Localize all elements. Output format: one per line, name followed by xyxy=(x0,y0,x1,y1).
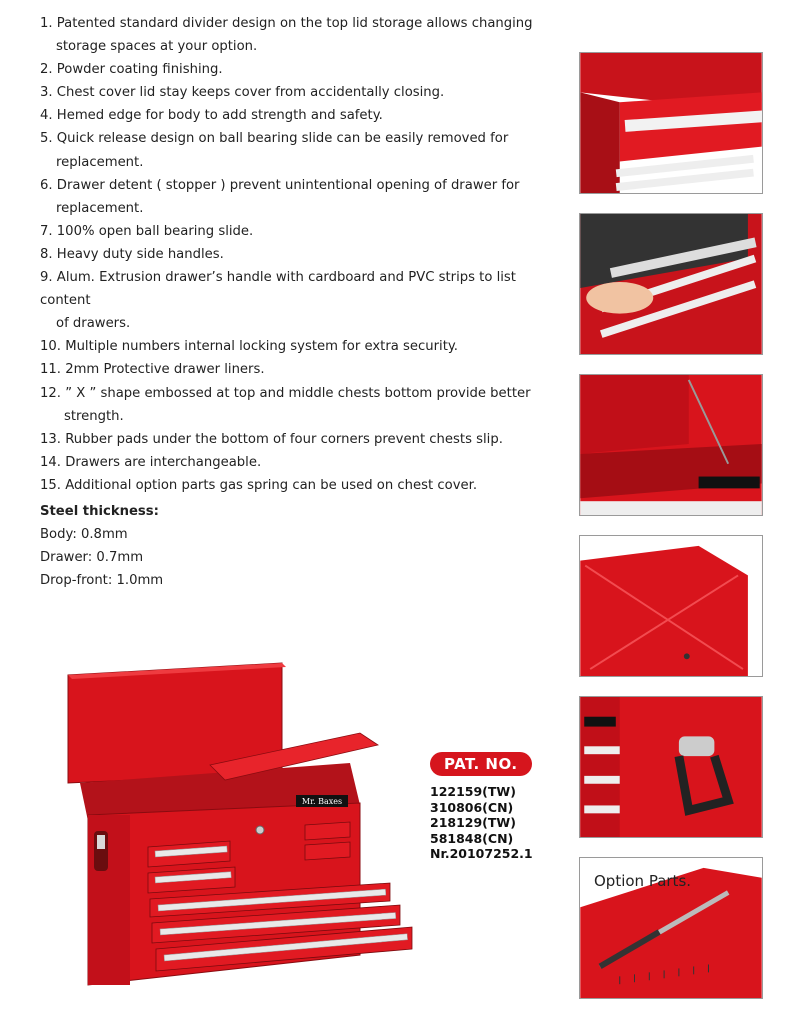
patent-number: 581848(CN) xyxy=(430,830,514,846)
feature-number: 13. xyxy=(40,431,61,447)
feature-number: 11. xyxy=(40,362,61,378)
feature-text: Additional option parts gas spring can be used on chest cover. xyxy=(65,477,478,493)
feature-item xyxy=(40,382,560,428)
thumb-lid-divider xyxy=(579,52,763,194)
feature-number: 6. xyxy=(40,177,53,193)
feature-text: Rubber pads under the bottom of four corners prevent chests slip. xyxy=(65,431,503,447)
feature-text: Heavy duty side handles. xyxy=(56,246,224,262)
feature-text: Powder coating finishing. xyxy=(56,62,223,78)
feature-text: 100% open ball bearing slide. xyxy=(56,223,254,239)
feature-item xyxy=(40,428,560,451)
feature-text: Drawers are interchangeable. xyxy=(65,454,262,470)
thumb-ball-bearing-slide xyxy=(579,213,763,355)
thumb-lid-stay xyxy=(579,374,763,516)
patent-number: 122159(TW) xyxy=(430,784,516,799)
feature-number: 1. xyxy=(40,16,53,31)
feature-text: Multiple numbers internal locking system for extra security. xyxy=(65,339,458,355)
feature-text: Chest cover lid stay keeps cover from accidentally closing. xyxy=(56,85,445,101)
steel-body: Body: 0.8mm xyxy=(40,527,128,543)
feature-item xyxy=(40,104,560,127)
feature-text: Quick release design on ball bearing slide can be easily removed for xyxy=(56,131,509,147)
feature-item xyxy=(40,474,560,497)
feature-number: 14. xyxy=(40,454,61,470)
thumb-side-handle xyxy=(579,696,763,838)
patent-number: Nr.20107252.1 xyxy=(430,846,533,861)
feature-item xyxy=(40,358,560,381)
tool-chest-image xyxy=(60,655,425,1015)
feature-number: 4. xyxy=(40,108,53,124)
patent-badge: PAT. NO. xyxy=(430,752,532,776)
steel-drawer: Drawer: 0.7mm xyxy=(40,550,144,566)
feature-text: Drawer detent ( stopper ) prevent unintentional opening of drawer for xyxy=(56,177,520,193)
feature-number: 12. xyxy=(40,385,61,401)
feature-text: storage spaces at your option. xyxy=(56,39,258,55)
thumb-option-parts xyxy=(579,857,763,999)
feature-item xyxy=(40,335,560,358)
feature-text: of drawers. xyxy=(56,316,131,332)
feature-number: 9. xyxy=(40,270,53,286)
feature-item xyxy=(40,81,560,104)
feature-text: ” X ” shape embossed at top and middle chests bottom provide better xyxy=(65,385,531,401)
brand-plate-text: Mr. Baxes xyxy=(301,797,343,806)
patent-number: 310806(CN) xyxy=(430,799,514,815)
feature-item xyxy=(40,12,560,58)
feature-item xyxy=(40,174,560,220)
feature-item xyxy=(40,220,560,243)
feature-number: 8. xyxy=(40,246,53,262)
feature-text: strength. xyxy=(64,408,124,424)
patent-number: 218129(TW) xyxy=(430,815,516,830)
feature-number: 3. xyxy=(40,85,53,101)
feature-number: 2. xyxy=(40,62,53,78)
feature-text: replacement. xyxy=(56,200,144,216)
feature-item xyxy=(40,58,560,81)
feature-number: 7. xyxy=(40,223,53,239)
patent-block xyxy=(430,752,533,862)
feature-text: replacement. xyxy=(56,154,144,170)
feature-item xyxy=(40,451,560,474)
feature-text: Alum. Extrusion drawer’s handle with cardboard and PVC strips to list content xyxy=(40,270,516,309)
feature-item xyxy=(40,266,560,335)
steel-thickness-heading: Steel thickness: xyxy=(40,504,159,519)
feature-item xyxy=(40,127,560,173)
feature-number: 15. xyxy=(40,477,61,493)
feature-number: 5. xyxy=(40,131,53,147)
feature-item xyxy=(40,243,560,266)
option-parts-label: Option Parts. xyxy=(594,872,692,890)
feature-text: 2mm Protective drawer liners. xyxy=(65,362,265,378)
feature-text: Patented standard divider design on the top lid storage allows changing xyxy=(56,16,533,31)
thumb-x-embossed-top xyxy=(579,535,763,677)
feature-list xyxy=(40,12,560,497)
steel-thickness xyxy=(40,500,163,592)
steel-drop-front: Drop-front: 1.0mm xyxy=(40,573,164,589)
feature-number: 10. xyxy=(40,339,61,355)
patent-numbers xyxy=(430,784,533,862)
feature-text: Hemed edge for body to add strength and safety. xyxy=(56,108,383,124)
